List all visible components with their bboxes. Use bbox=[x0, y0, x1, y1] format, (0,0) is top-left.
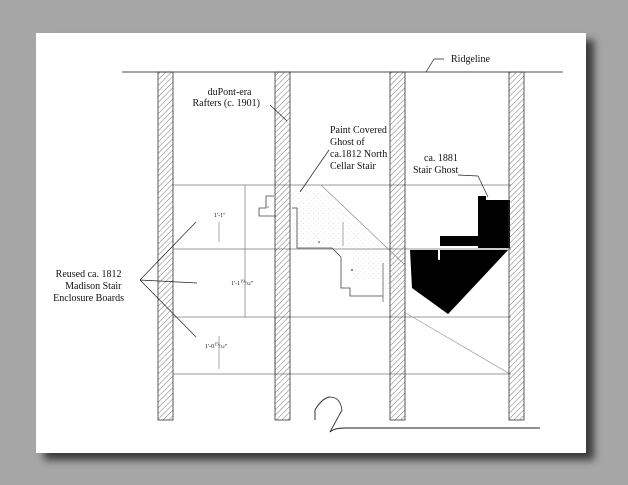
rafter-1 bbox=[158, 72, 173, 420]
reused-boards-label: Reused ca. 1812 Madison Stair Enclosure Boards bbox=[53, 269, 124, 304]
paint-ghost-label: Paint Covered Ghost of ca.1812 North Cellar Stair bbox=[330, 125, 388, 172]
rafter-2 bbox=[275, 72, 290, 420]
dimension-middle: $1'-1^{19}/32$" bbox=[231, 278, 254, 287]
dimension-top: 1'-1" bbox=[214, 213, 226, 219]
ridgeline-label: Ridgeline bbox=[451, 54, 490, 65]
stair-1881-label: ca. 1881 Stair Ghost bbox=[413, 153, 459, 176]
dimension-bottom: $1'-0^{15}/32$" bbox=[205, 341, 228, 350]
dupont-rafters-label: duPont-era Rafters (c. 1901) bbox=[192, 87, 260, 109]
rafter-3 bbox=[390, 72, 405, 420]
rafter-4 bbox=[509, 72, 524, 420]
